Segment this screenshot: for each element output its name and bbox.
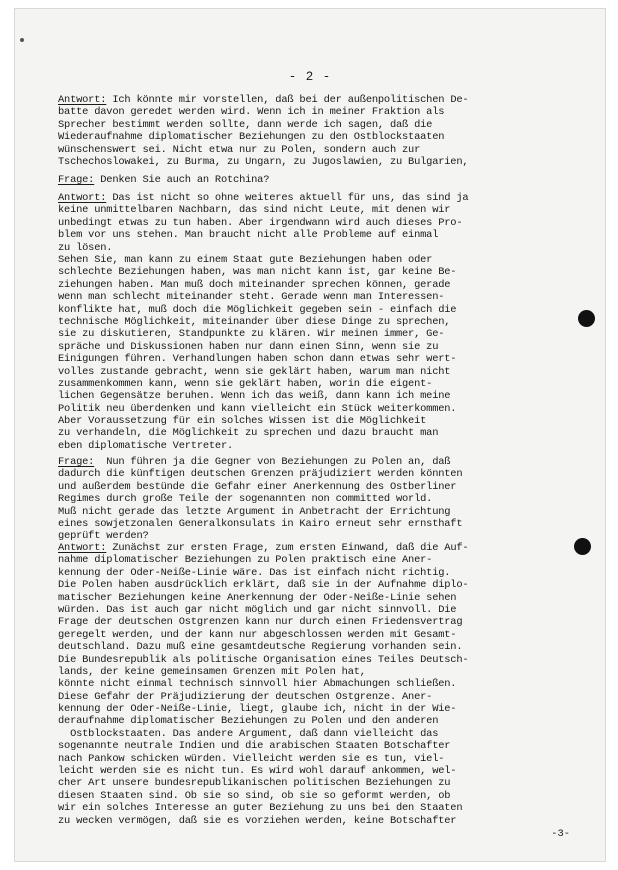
text-line: zu wecken vermögen, daß sie es vorziehen werden, keine Botschafter [58,814,457,827]
text-line: könnte nicht einmal technisch sinnvoll hier Abmachungen schließen. [58,678,457,691]
answer-label: Antwort: [58,542,107,554]
text-line: technische Möglichkeit, miteinander über diese Dinge zu sprechen, [58,315,451,328]
page-number: - 2 - [288,70,332,84]
text-line: nahme diplomatischer Beziehungen zu Polen praktisch eine Aner- [58,554,433,567]
question-label: Frage: [58,174,95,186]
text-line: lands, der keine gemeinsamen Grenzen mit Polen hat, [58,665,366,678]
text-line: matischer Beziehungen keine Anerkennung der Oder-Neiße-Linie sehen [58,591,457,604]
text-line: cher Art unsere bundesrepublikanischen politischen Beziehungen zu [58,777,451,790]
question-block-2 [58,456,578,543]
text-line: Frage: Nun führen ja die Gegner von Beziehungen zu Polen an, daß [58,456,451,468]
text-line: Sehen Sie, man kann zu einem Staat gute Beziehungen haben oder [58,254,433,266]
text-line: zu lösen. [58,241,113,254]
text-line: geprüft werden? [58,530,149,543]
punch-hole [574,538,591,555]
text-line: kennung der Oder-Neiße-Linie, liegt, glaube ich, nicht in der Wie- [58,703,457,716]
text-line: Einigungen führen. Verhandlungen haben schon dann etwas sehr wert- [58,353,457,366]
text-line: schlechte Beziehungen haben, was man nicht kann ist, gar keine Be- [58,266,457,279]
text-line: zu verhandeln, die Möglichkeit zu sprechen und dazu braucht man [58,427,439,440]
text-line: Die Polen haben ausdrücklich erklärt, daß sie in der Aufnahme diplo- [58,579,469,592]
text-line: Antwort: Das ist nicht so ohne weiteres aktuell für uns, das sind ja [58,192,469,204]
text-line: geregelt werden, und der kann nur abgeschlossen werden mit Gesamt- [58,628,457,641]
text-line: Frage der deutschen Ostgrenzen kann nur durch einen Friedensvertrag [58,616,463,629]
answer-block-1 [58,94,578,168]
text-line: eben diplomatische Vertreter. [58,439,234,452]
text-line: deutschland. Dazu muß eine gesamtdeutsche Regierung vorhanden sein. [58,641,463,654]
text-line: deraufnahme diplomatischer Beziehungen zu Polen und den anderen [58,715,439,728]
text-line: spräche und Diskussionen haben nur dann einen Sinn, wenn sie zu [58,340,439,353]
answer-block-2-paragraph [58,254,578,452]
text-line: blem vor uns stehen. Man braucht nicht alle Probleme auf einmal [58,229,439,242]
text-line: würden. Das ist auch gar nicht möglich und gar nicht sinnvoll. Die [58,603,457,616]
text-line: Frage: Denken Sie auch an Rotchina? [58,174,270,186]
text-line: sie zu diskutieren, Standpunkte zu klären. Wir meinen immer, Ge- [58,328,445,341]
text-line: wir ein solches Interesse an guter Beziehung zu uns bei den Staaten [58,802,463,815]
text-line: Sprecher bestimmt werden sollte, dann werde ich sagen, daß die [58,118,433,131]
text-line: Regimes durch große Teile der sogenannten non committed world. [58,493,433,506]
text-line: diesen Staaten sind. Ob sie so sind, ob sie so geformt werden, ob [58,789,451,802]
text-line: Muß nicht gerade das letzte Argument in Anbetracht der Errichtung [58,505,451,518]
text-line: ziehungen haben. Man muß doch miteinander sprechen können, gerade [58,278,451,291]
text-line: eines sowjetzonalen Generalkonsulats in Kairo erneut sehr ernsthaft [58,517,463,530]
text-line: Wiederaufnahme diplomatischer Beziehungen zu den Ostblockstaaten [58,131,445,144]
text-line: volles zustande gebracht, wenn sie geklärt haben, warum man nicht [58,365,451,378]
text-line: und außerdem bestünde die Gefahr einer Anerkennung des Ostberliner [58,480,457,493]
text-line: kennung der Oder-Neiße-Linie wäre. Das ist einfach nicht richtig. [58,566,451,579]
text-line: sogenannte neutrale Indien und die arabischen Staaten Botschafter [58,740,451,753]
text-line: keine unmittelbaren Nachbarn, das sind nicht Leute, mit denen wir [58,204,451,217]
text-line: nach Pankow schicken würden. Vielleicht werden sie es tun, viel- [58,752,445,765]
text-line: Antwort: Ich könnte mir vorstellen, daß bei der außenpolitischen De- [58,94,469,106]
scan-speck [20,38,24,42]
text-line: lichen Gegensätze beruhen. Wenn ich das weiß, dann kann ich meine [58,390,451,403]
answer-block-2 [58,192,578,254]
text-line: wenn man schlecht miteinander steht. Gerade wenn man Interessen- [58,291,445,304]
answer-label: Antwort: [58,192,107,204]
answer-label: Antwort: [58,94,107,106]
text-line: dadurch die künftigen deutschen Grenzen präjudiziert werden könnten [58,468,463,481]
text-line: Tschechoslowakei, zu Burma, zu Ungarn, zu Jugoslawien, zu Bulgarien, [58,155,469,168]
text-line: Antwort: Zunächst zur ersten Frage, zum ersten Einwand, daß die Auf- [58,542,469,554]
text-line: Aber Voraussetzung für ein solches Wissen ist die Möglichkeit [58,415,427,428]
continuation-page-number: -3- [551,828,570,840]
answer-block-3 [58,542,578,827]
question-label: Frage: [58,456,95,468]
text-line: zusammenkommen kann, wenn sie geklärt haben, worin die eigent- [58,377,433,390]
punch-hole [578,310,595,327]
text-line: unbedingt etwas zu tun haben. Aber irgendwann wird auch dieses Pro- [58,216,463,229]
text-line: leicht werden sie es nicht tun. Es wird wohl darauf ankommen, wel- [58,765,457,778]
text-line: Politik neu überdenken und kann vielleicht ein Stück weiterkommen. [58,402,457,415]
text-line: Ostblockstaaten. Das andere Argument, daß dann vielleicht das [58,727,439,740]
text-line: Die Bundesrepublik als politische Organisation eines Teiles Deutsch- [58,653,469,666]
text-line: Diese Gefahr der Präjudizierung der deutschen Ostgrenze. Aner- [58,690,433,703]
text-line: konflikte hat, muß doch die Möglichkeit gegeben sein - einfach die [58,303,457,316]
document-page [14,8,606,862]
text-line: wünschenswert sei. Nicht etwa nur zu Polen, sondern auch zur [58,143,421,156]
question-block-1 [58,174,578,186]
text-line: batte davon geredet werden wird. Wenn ich in meiner Fraktion als [58,106,445,119]
